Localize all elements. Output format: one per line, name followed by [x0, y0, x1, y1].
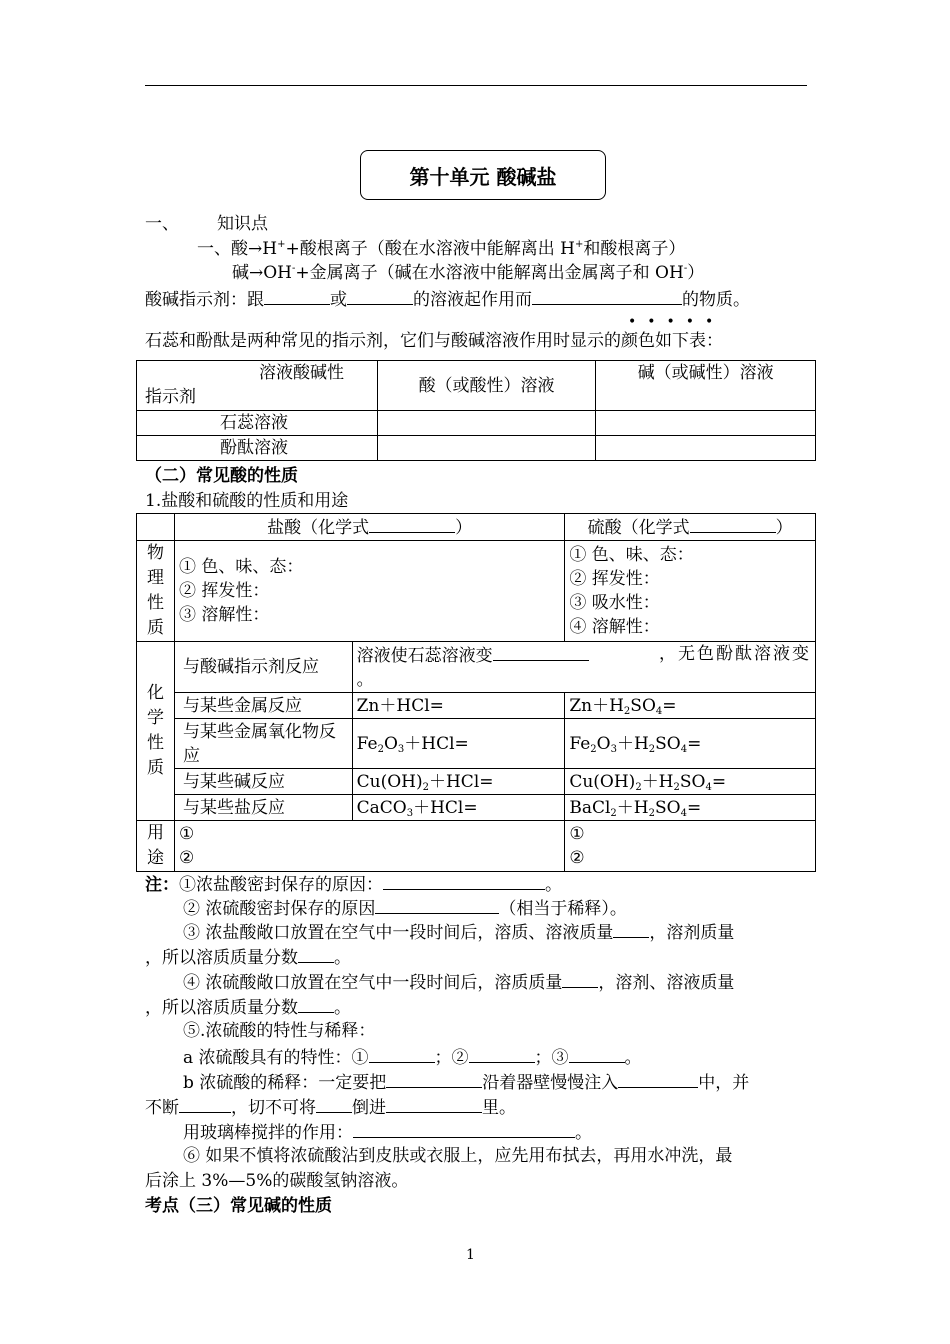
blank[interactable] [618, 1069, 698, 1088]
blank[interactable] [613, 919, 649, 938]
oxide-reaction-label: 与某些金属氧化物反应 [174, 719, 352, 769]
blank[interactable] [298, 944, 334, 963]
use-label: 用 途 [137, 821, 175, 872]
cell-blank[interactable] [596, 411, 816, 436]
corner-cell [137, 514, 175, 541]
hcl-physical: ① 色、味、态： ② 挥发性： ③ 溶解性： [174, 541, 564, 642]
base-reaction-label: 与某些碱反应 [174, 769, 352, 795]
section-2-subtitle: 1.盐酸和硫酸的性质和用途 [145, 491, 349, 511]
header-rule [145, 85, 807, 86]
section-1-number: 一、 [145, 214, 179, 234]
blank[interactable] [298, 994, 334, 1013]
indicator-table-corner: 溶液酸碱性 指示剂 [137, 361, 378, 411]
indicator-table [136, 360, 816, 461]
emphasis-dots: ••••• [628, 314, 725, 330]
col-acid-header: 酸（或酸性）溶液 [377, 361, 596, 411]
hcl-metal: Zn＋HCl= [352, 693, 565, 719]
col-base-header: 碱（或碱性）溶液 [596, 361, 816, 411]
blank[interactable] [569, 1044, 625, 1063]
salt-reaction-label: 与某些盐反应 [174, 795, 352, 821]
note-3: ③ 浓盐酸敞口放置在空气中一段时间后，溶质、溶液质量 ，溶剂质量 [183, 919, 734, 945]
blank[interactable] [383, 871, 545, 890]
blank[interactable] [316, 1094, 352, 1113]
blank[interactable] [493, 642, 589, 661]
hcl-header: 盐酸（化学式 ） [174, 514, 564, 541]
h2so4-physical: ① 色、味、态： ② 挥发性： ③ 吸水性： ④ 溶解性： [565, 541, 816, 642]
h2so4-salt: $BaCl_2+H_2SO_4=$ [565, 795, 816, 821]
blank[interactable] [369, 1044, 435, 1063]
blank[interactable] [179, 1094, 231, 1113]
section-1-label: 知识点 [217, 214, 268, 234]
blank[interactable] [532, 286, 682, 305]
blank[interactable] [469, 1044, 535, 1063]
note-5a: a 浓硫酸具有的特性：① ；② ；③ 。 [183, 1044, 642, 1070]
indicator-intro: 石蕊和酚酞是两种常见的指示剂，它们与酸碱溶液作用时显示的颜色如下表： [145, 331, 723, 351]
note-6-cont: 后涂上 3%—5%的碳酸氢钠溶液。 [145, 1171, 409, 1191]
note-2: ② 浓硫酸密封保存的原因 （相当于稀释）。 [183, 895, 627, 921]
note-6: ⑥ 如果不慎将浓硫酸沾到皮肤或衣服上，应先用布拭去，再用水冲洗，最 [183, 1146, 733, 1166]
blank[interactable] [386, 1094, 482, 1113]
row-litmus: 石蕊溶液 [137, 411, 378, 436]
h2so4-use: ① ② [565, 821, 816, 872]
note-5b-cont: 不断 ，切不可将 倒进 里。 [145, 1094, 516, 1120]
hcl-oxide: $Fe_2O_3+HCl=$ [352, 719, 565, 769]
acid-properties-table [136, 513, 816, 872]
h2so4-oxide: $Fe_2O_3+H_2SO_4=$ [565, 719, 816, 769]
note-4-cont: ，所以溶质质量分数 。 [145, 994, 351, 1020]
note-5b: b 浓硫酸的稀释：一定要把 沿着器壁慢慢注入 中，并 [183, 1069, 749, 1095]
h2so4-metal: $Zn+H_2SO_4=$ [565, 693, 816, 719]
h2so4-base: $Cu(OH)_2+H_2SO_4=$ [565, 769, 816, 795]
blank[interactable] [375, 895, 499, 914]
section-1-heading [145, 212, 268, 236]
section-3-title: 考点（三）常见碱的性质 [145, 1196, 332, 1216]
note-4: ④ 浓硫酸敞口放置在空气中一段时间后，溶质质量 ，溶剂、溶液质量 [183, 969, 734, 995]
blank[interactable] [353, 1119, 575, 1138]
page-number: 1 [466, 1247, 475, 1263]
blank[interactable] [386, 1069, 482, 1088]
acid-definition: 一、酸→H++酸根离子（酸在水溶液中能解离出 H+和酸根离子） [197, 239, 686, 259]
indicator-reaction-text: 溶液使石蕊溶液变 ，无色酚酞溶液变 。 [352, 642, 815, 693]
row-phenolphthalein: 酚酞溶液 [137, 436, 378, 461]
note-5c: 用玻璃棒搅拌的作用： 。 [183, 1119, 592, 1145]
cell-blank[interactable] [596, 436, 816, 461]
note-3-cont: ，所以溶质质量分数 。 [145, 944, 351, 970]
metal-reaction-label: 与某些金属反应 [174, 693, 352, 719]
base-definition: 碱→OH-+金属离子（碱在水溶液中能解离出金属离子和 OH-） [232, 263, 705, 283]
hcl-use: ① ② [174, 821, 564, 872]
chemical-label: 化 学 性 质 [137, 642, 175, 821]
blank[interactable] [562, 969, 598, 988]
section-2-title: （二）常见酸的性质 [145, 466, 298, 486]
cell-blank[interactable] [377, 436, 596, 461]
hcl-salt: CaCO$_3$＋HCl= [352, 795, 565, 821]
blank[interactable] [347, 286, 413, 305]
blank[interactable] [690, 514, 776, 533]
indicator-definition: 酸碱指示剂：跟 或 的溶液起作用而 的物质。 [145, 286, 750, 312]
hcl-base: $Cu(OH)_2+HCl=$ [352, 769, 565, 795]
page-title: 第十单元 酸碱盐 [360, 150, 606, 200]
cell-blank[interactable] [377, 411, 596, 436]
note-1: 注：①浓盐酸密封保存的原因： 。 [145, 871, 562, 897]
blank[interactable] [264, 286, 330, 305]
blank[interactable] [369, 514, 455, 533]
indicator-reaction-label: 与酸碱指示剂反应 [174, 642, 352, 693]
h2so4-header: 硫酸（化学式 ） [565, 514, 816, 541]
note-5: ⑤.浓硫酸的特性与稀释： [183, 1021, 376, 1041]
physical-label: 物 理 性 质 [137, 541, 175, 642]
